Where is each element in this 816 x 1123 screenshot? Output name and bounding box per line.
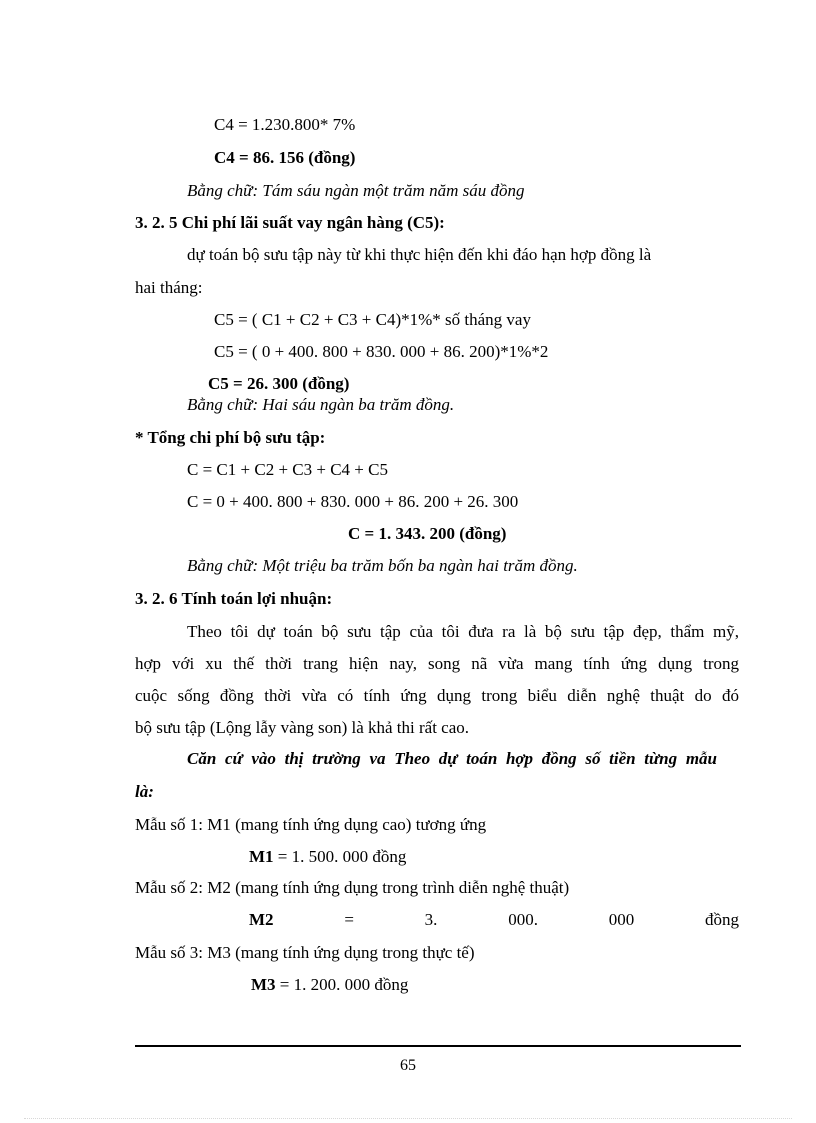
calc-c4-formula: C4 = 1.230.800* 7% [214,115,356,134]
model-3-description: Mẫu số 3: M3 (mang tính ứng dụng trong thực tế) [135,943,475,962]
model-2-label: M2 [249,910,274,929]
model-2-part-1: 3. [424,910,438,929]
model-2-description: Mẫu số 2: M2 (mang tính ứng dụng trong trình diễn nghệ thuật) [135,878,570,897]
section-heading-326: 3. 2. 6 Tính toán lợi nhuận: [135,589,333,608]
model-2-unit: đồng [704,910,739,929]
model-1-value: = 1. 500. 000 đồng [273,847,407,866]
model-2-part-3: 000 [608,910,635,929]
model-2-part-2: 000. [508,910,538,929]
c4-in-words: Bằng chữ: Tám sáu ngàn một trăm năm sáu đồng [187,181,525,200]
calc-total-result: C = 1. 343. 200 (đồng) [348,524,507,543]
calc-total-formula: C = C1 + C2 + C3 + C4 + C5 [187,460,388,479]
page-edge-dotted [24,1118,792,1119]
model-1-description: Mẫu số 1: M1 (mang tính ứng dụng cao) tương ứng [135,815,487,834]
paragraph-line: Theo tôi dự toán bộ sưu tập của tôi đưa ra là bộ sưu tập đẹp, thẩm mỹ, [187,622,739,641]
paragraph-line: hai tháng: [135,278,203,297]
paragraph-line: hợp với xu thế thời trang hiện nay, song nã vừa mang tính ứng dụng trong [135,654,739,673]
calc-total-substitution: C = 0 + 400. 800 + 830. 000 + 86. 200 + 26. 300 [187,492,519,511]
calc-c5-result: C5 = 26. 300 (đồng) [208,374,350,393]
model-3-price [251,974,408,996]
model-2-price [249,909,739,931]
model-3-label: M3 [251,975,276,994]
section-heading-325: 3. 2. 5 Chi phí lãi suất vay ngân hàng (C5): [135,213,445,232]
paragraph-line: bộ sưu tập (Lộng lẫy vàng son) là khả thi rất cao. [135,718,470,737]
calc-c5-formula: C5 = ( C1 + C2 + C3 + C4)*1%* số tháng vay [214,310,531,329]
c5-in-words: Bằng chữ: Hai sáu ngàn ba trăm đồng. [187,395,455,414]
paragraph-line: dự toán bộ sưu tập này từ khi thực hiện đến khi đáo hạn hợp đồng là [187,245,652,264]
total-in-words: Bằng chữ: Một triệu ba trăm bốn ba ngàn hai trăm đồng. [187,556,578,575]
model-1-price [249,846,406,868]
pricing-basis-heading: Căn cứ vào thị trường va Theo dự toán hợp đồng số tiền từng mẫu [187,749,717,768]
pricing-basis-heading-end: là: [135,782,154,801]
total-cost-heading: * Tổng chi phí bộ sưu tập: [135,428,326,447]
calc-c4-result: C4 = 86. 156 (đồng) [214,148,356,167]
page-number: 65 [400,1057,416,1074]
calc-c5-substitution: C5 = ( 0 + 400. 800 + 830. 000 + 86. 200)*1%*2 [214,342,549,361]
paragraph-line: cuộc sống đồng thời vừa có tính ứng dụng trong biểu diễn nghệ thuật do đó [135,686,739,705]
model-3-value: = 1. 200. 000 đồng [275,975,409,994]
footer-divider [135,1045,741,1047]
model-2-equals: = [344,910,354,929]
model-1-label: M1 [249,847,274,866]
